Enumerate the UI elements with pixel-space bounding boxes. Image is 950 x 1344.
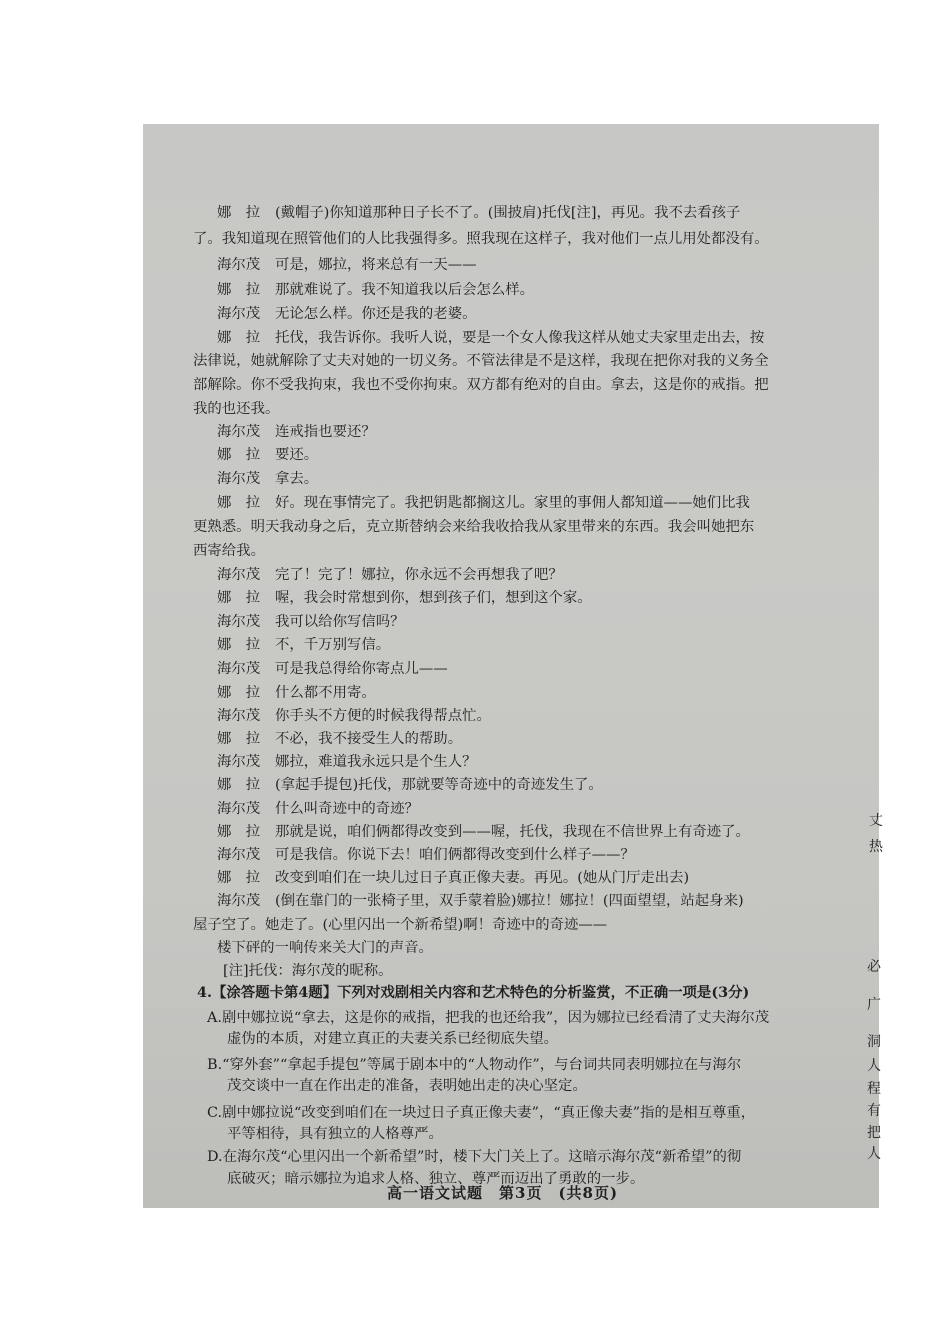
- dialogue-line: [217, 846, 635, 864]
- speaker-name: 娜 拉: [217, 777, 261, 793]
- margin-fragment: 丈: [869, 813, 883, 829]
- dialogue-line: [217, 329, 764, 347]
- speaker-name: 娜 拉: [217, 205, 261, 221]
- line-text: 好。现在事情完了。我把钥匙都搁这儿。家里的事佣人都知道——她们比我: [275, 495, 750, 511]
- line-text: 楼下砰的一响传来关大门的声音。: [217, 940, 433, 956]
- line-text: 可是我总得给你寄点儿——: [275, 661, 448, 677]
- dialogue-line: [217, 281, 534, 299]
- line-text: 什么都不用寄。: [275, 685, 376, 701]
- dialogue-line: [217, 446, 318, 464]
- dialogue-line: [217, 423, 376, 441]
- speaker-name: 娜 拉: [217, 590, 261, 606]
- speaker-name: 娜 拉: [217, 282, 261, 298]
- continuation-line: [193, 542, 265, 560]
- speaker-name: 海尔茂: [217, 801, 261, 817]
- speaker-name: 娜 拉: [217, 495, 261, 511]
- line-text: 无论怎么样。你还是我的老婆。: [275, 306, 477, 322]
- line-text: 你手头不方便的时候我得帮点忙。: [275, 708, 491, 724]
- option-C-line: 平等相待，具有独立的人格尊严。: [227, 1126, 443, 1142]
- option-A-line: A.剧中娜拉说“拿去，这是你的戒指，把我的也还给我”，因为娜拉已经看清了丈夫海尔茂: [207, 1010, 770, 1026]
- line-text: (倒在靠门的一张椅子里，双手蒙着脸)娜拉！娜拉！(四面望望，站起身来): [275, 893, 744, 909]
- margin-fragment: 把: [867, 1125, 881, 1141]
- line-text: (拿起手提包)托伐，那就要等奇迹中的奇迹发生了。: [275, 777, 603, 793]
- line-text: 拿去。: [275, 471, 319, 487]
- dialogue-line: [217, 589, 592, 607]
- dialogue-line: [217, 800, 419, 818]
- option-D-line: D.在海尔茂“心里闪出一个新希望”时，楼下大门关上了。这暗示海尔茂“新希望”的彻: [207, 1149, 742, 1165]
- speaker-name: 海尔茂: [217, 614, 261, 630]
- dialogue-line: [217, 684, 376, 702]
- speaker-name: 娜 拉: [217, 330, 261, 346]
- dialogue-line: [217, 204, 740, 222]
- speaker-name: 海尔茂: [217, 754, 261, 770]
- continuation-line: [193, 400, 279, 418]
- margin-fragment: 洞: [867, 1034, 881, 1050]
- line-text: 更熟悉。明天我动身之后，克立斯替纳会来给我收拾我从家里带来的东西。我会叫她把东: [193, 519, 755, 535]
- line-text: 那就难说了。我不知道我以后会怎么样。: [275, 282, 535, 298]
- speaker-name: 海尔茂: [217, 424, 261, 440]
- continuation-line: [193, 916, 607, 934]
- dialogue-line: [217, 776, 603, 794]
- speaker-name: 海尔茂: [217, 306, 261, 322]
- dialogue-line: [217, 753, 476, 771]
- continuation-line: [193, 352, 769, 370]
- speaker-name: 娜 拉: [217, 637, 261, 653]
- dialogue-line: [217, 892, 744, 910]
- line-text: [注]托伐：海尔茂的昵称。: [223, 963, 393, 979]
- margin-fragment: 广: [867, 997, 881, 1013]
- speaker-name: 海尔茂: [217, 708, 261, 724]
- line-text: (戴帽子)你知道那种日子长不了。(围披肩)托伐[注]，再见。我不去看孩子: [275, 205, 741, 221]
- dialogue-line: [217, 707, 491, 725]
- page-footer: 高一语文试题 第3页 (共8页): [387, 1184, 619, 1202]
- speaker-name: 海尔茂: [217, 567, 261, 583]
- margin-fragment: 程: [867, 1081, 881, 1097]
- continuation-line: [193, 230, 769, 248]
- line-text: 连戒指也要还？: [275, 424, 376, 440]
- speaker-name: 海尔茂: [217, 893, 261, 909]
- dialogue-line: [217, 660, 448, 678]
- margin-fragment: 人: [867, 1146, 881, 1162]
- dialogue-line: [217, 470, 318, 488]
- dialogue-line: [217, 256, 476, 274]
- line-text: 不必，我不接受生人的帮助。: [275, 731, 463, 747]
- option-D-line: 底破灭；暗示娜拉为追求人格、独立、尊严而迈出了勇敢的一步。: [227, 1171, 645, 1187]
- dialogue-line: [217, 494, 750, 512]
- speaker-name: 娜 拉: [217, 731, 261, 747]
- line-text: 我的也还我。: [193, 401, 280, 417]
- dialogue-line: [217, 636, 390, 654]
- line-text: 可是，娜拉，将来总有一天——: [275, 257, 477, 273]
- option-B-line: B.“穿外套”“拿起手提包”等属于剧本中的“人物动作”，与台词共同表明娜拉在与海尔: [207, 1057, 742, 1073]
- line-text: 喔，我会时常想到你，想到孩子们，想到这个家。: [275, 590, 592, 606]
- speaker-name: 娜 拉: [217, 685, 261, 701]
- option-B-line: 茂交谈中一直在作出走的准备，表明她出走的决心坚定。: [227, 1078, 587, 1094]
- speaker-name: 娜 拉: [217, 824, 261, 840]
- line-text: 我可以给你写信吗？: [275, 614, 405, 630]
- line-text: 什么叫奇迹中的奇迹？: [275, 801, 419, 817]
- line-text: 改变到咱们在一块儿过日子真正像夫妻。再见。(她从门厅走出去): [275, 870, 690, 886]
- line-text: 要还。: [275, 447, 319, 463]
- speaker-name: 海尔茂: [217, 471, 261, 487]
- exam-page: [143, 124, 883, 1208]
- option-A-line: 虚伪的本质，对建立真正的夫妻关系已经彻底失望。: [227, 1031, 558, 1047]
- line-text: 西寄给我。: [193, 543, 265, 559]
- line-text: 可是我信。你说下去！咱们俩都得改变到什么样子——？: [275, 847, 635, 863]
- dialogue-line: [217, 566, 563, 584]
- dialogue-line: [217, 823, 750, 841]
- continuation-line: [217, 939, 433, 957]
- continuation-line: [193, 518, 754, 536]
- line-text: 不，千万别写信。: [275, 637, 391, 653]
- dialogue-line: [217, 305, 476, 323]
- speaker-name: 海尔茂: [217, 847, 261, 863]
- margin-fragment: 人: [867, 1058, 881, 1074]
- dialogue-line: [217, 869, 689, 887]
- line-text: 了。我知道现在照管他们的人比我强得多。照我现在这样子，我对他们一点儿用处都没有。: [193, 231, 769, 247]
- line-text: 托伐，我告诉你。我听人说，要是一个女人像我这样从她丈夫家里走出去，按: [275, 330, 765, 346]
- option-C-line: C.剧中娜拉说“改变到咱们在一块过日子真正像夫妻”，“真正像夫妻”指的是相互尊重，: [207, 1105, 756, 1121]
- continuation-line: [193, 376, 769, 394]
- speaker-name: 海尔茂: [217, 661, 261, 677]
- line-text: 娜拉，难道我永远只是个生人？: [275, 754, 477, 770]
- line-text: 完了！完了！娜拉，你永远不会再想我了吧？: [275, 567, 563, 583]
- question-stem: 4.【涂答题卡第4题】下列对戏剧相关内容和艺术特色的分析鉴赏，不正确一项是(3分): [197, 984, 750, 1001]
- line-text: 部解除。你不受我拘束，我也不受你拘束。双方都有绝对的自由。拿去，这是你的戒指。把: [193, 377, 769, 393]
- line-text: 法律说，她就解除了丈夫对她的一切义务。不管法律是不是这样，我现在把你对我的义务全: [193, 353, 769, 369]
- line-text: 屋子空了。她走了。(心里闪出一个新希望)啊！奇迹中的奇迹——: [193, 917, 608, 933]
- continuation-line: [223, 962, 393, 980]
- speaker-name: 娜 拉: [217, 447, 261, 463]
- speaker-name: 娜 拉: [217, 870, 261, 886]
- line-text: 那就是说，咱们俩都得改变到——喔，托伐，我现在不信世界上有奇迹了。: [275, 824, 750, 840]
- margin-fragment: 有: [867, 1103, 881, 1119]
- margin-fragment: 必: [867, 959, 881, 975]
- dialogue-line: [217, 613, 405, 631]
- speaker-name: 海尔茂: [217, 257, 261, 273]
- margin-fragment: 热: [869, 839, 883, 855]
- dialogue-line: [217, 730, 462, 748]
